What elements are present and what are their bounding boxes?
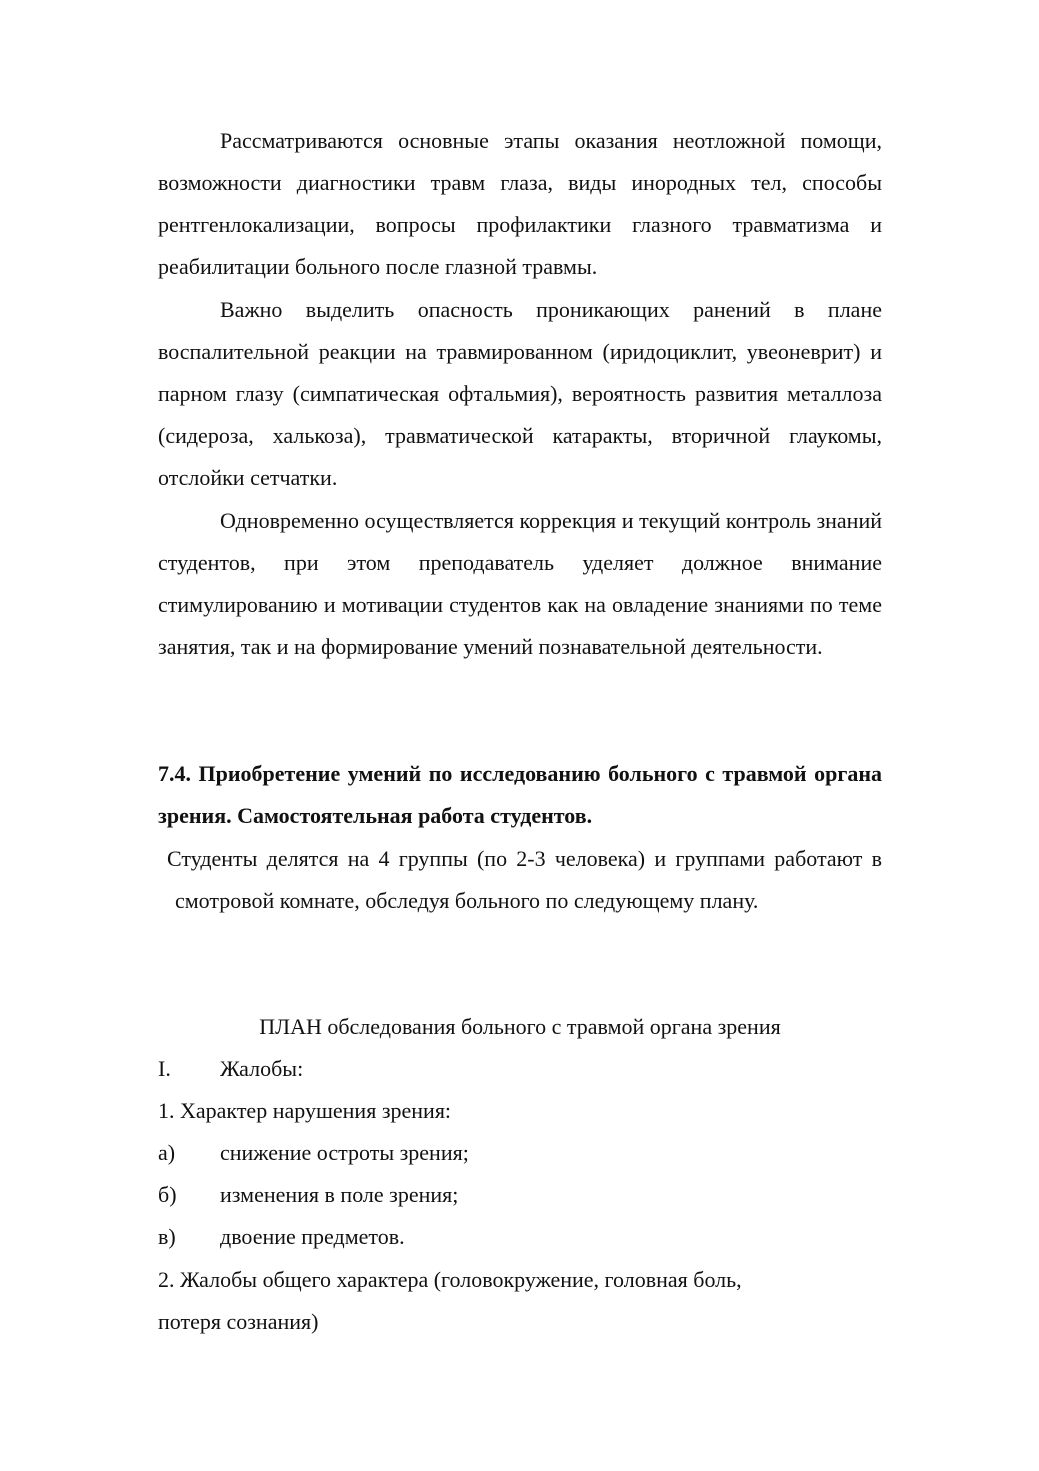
plan-complaints <box>158 1048 303 1090</box>
plan-item-2-continuation: потеря сознания) <box>158 1309 319 1334</box>
paragraph-knowledge-control: Одновременно осуществляется коррекция и текущий контроль знаний студентов, при этом преподаватель уделяет должное внимание стимулированию и мотивации студентов как на овладение знаниями по теме занятия, так и на формирование умений познавательной деятельности. <box>158 508 882 659</box>
plan-item-1: 1. Характер нарушения зрения: <box>158 1098 452 1123</box>
complaints-label: Жалобы: <box>220 1056 304 1081</box>
list-item <box>158 1174 458 1216</box>
list-item <box>158 1216 405 1258</box>
paragraph-emergency-care: Рассматриваются основные этапы оказания неотложной помощи, возможности диагностики травм глаза, виды инородных тел, способы рентгенлокализации, вопросы профилактики глазного травматизма и реабилитации больного после глазной травмы. <box>158 128 882 279</box>
section-heading: 7.4. Приобретение умений по исследованию больного с травмой органа зрения. Самостоятельная работа студентов. <box>158 761 882 828</box>
list-marker: I. <box>158 1056 171 1081</box>
plan-item-2: 2. Жалобы общего характера (головокружение, головная боль, <box>158 1267 742 1292</box>
paragraph-penetrating-wounds: Важно выделить опасность проникающих ранений в плане воспалительной реакции на травмированном (иридоциклит, увеоневрит) и парном глазу (симпатическая офтальмия), вероятность развития металлоза (сидероза, халькоза), травматической катаракты, вторичной глаукомы, отслойки сетчатки. <box>158 297 882 490</box>
list-marker: б) <box>158 1182 177 1207</box>
section-intro: Студенты делятся на 4 группы (по 2-3 человека) и группами работают в смотровой комнате, обследуя больного по следующему плану. <box>167 846 882 913</box>
plan-title: ПЛАН обследования больного с травмой органа зрения <box>259 1014 781 1039</box>
list-item <box>158 1132 469 1174</box>
list-marker: а) <box>158 1140 176 1165</box>
list-item-text: двоение предметов. <box>220 1224 405 1249</box>
list-marker: в) <box>158 1224 176 1249</box>
list-item-text: снижение остроты зрения; <box>220 1140 469 1165</box>
list-item-text: изменения в поле зрения; <box>220 1182 459 1207</box>
